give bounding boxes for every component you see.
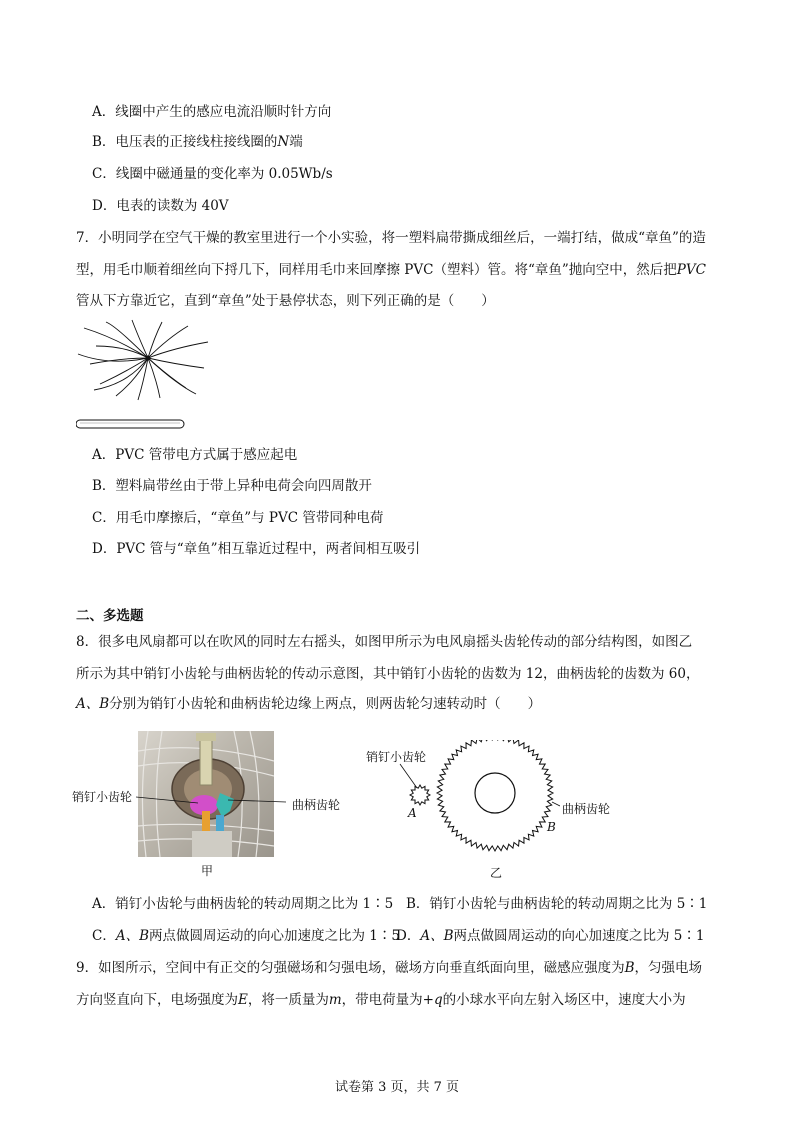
q9-line2-var-m: m bbox=[328, 992, 342, 1008]
fig-jia-label-crank-gear: 曲柄齿轮 bbox=[292, 798, 341, 812]
q8-option-c bbox=[92, 926, 400, 946]
section-heading-multi-choice: 二、多选题 bbox=[76, 608, 144, 624]
q7-stem-line2 bbox=[76, 260, 706, 280]
q9-line1-a: 9．如图所示，空间中有正交的匀强磁场和匀强电场，磁场方向垂直纸面向里，磁感应强度为 bbox=[76, 960, 625, 976]
q6-option-c: C．线圈中磁通量的变化率为 0.05Wb/s bbox=[92, 166, 333, 182]
q8-stem-line3-vars: A、B bbox=[76, 696, 110, 712]
fig-jia-caption: 甲 bbox=[201, 864, 214, 878]
q9-line2-var-e: E bbox=[238, 992, 248, 1008]
q9-line2-e: ，带电荷量为+ bbox=[341, 992, 434, 1008]
q8-option-b: B．销钉小齿轮与曲柄齿轮的转动周期之比为 5∶1 bbox=[406, 896, 708, 912]
q9-stem-line2 bbox=[76, 990, 686, 1010]
q8-stem-line3-text: 分别为销钉小齿轮和曲柄齿轮边缘上两点，则两齿轮匀速转动时（ ） bbox=[109, 696, 542, 712]
fig-yi-point-a: A bbox=[408, 806, 417, 820]
q9-line2-a: 方向竖直向下，电场强度为 bbox=[76, 992, 238, 1008]
q7-option-a: A．PVC 管带电方式属于感应起电 bbox=[92, 447, 298, 463]
q9-line1-var-b: B bbox=[624, 960, 635, 976]
fig-yi-caption: 乙 bbox=[490, 866, 503, 880]
q9-line2-var-q: q bbox=[433, 992, 443, 1008]
q7-octopus-figure bbox=[76, 318, 216, 436]
fig-yi-point-b: B bbox=[547, 820, 556, 834]
fig-jia-label-pin-gear: 销钉小齿轮 bbox=[72, 790, 133, 804]
fig-yi-label-pin-gear: 销钉小齿轮 bbox=[366, 750, 427, 764]
q7-option-b: B．塑料扁带丝由于带上异种电荷会向四周散开 bbox=[92, 478, 372, 494]
fig-jia-leader-lines bbox=[136, 730, 296, 860]
q9-line1-c: ，匀强电场 bbox=[634, 960, 703, 976]
q8-stem-line1: 8．很多电风扇都可以在吹风的同时左右摇头，如图甲所示为电风扇摇头齿轮传动的部分结构图，如图乙 bbox=[76, 634, 693, 650]
q8-option-a: A．销钉小齿轮与曲柄齿轮的转动周期之比为 1∶5 bbox=[92, 896, 394, 912]
q8-stem-line2: 所示为其中销钉小齿轮与曲柄齿轮的传动示意图，其中销钉小齿轮的齿数为 12，曲柄齿轮的齿数为 60， bbox=[76, 666, 700, 682]
q7-option-d: D．PVC 管与“章鱼”相互靠近过程中，两者间相互吸引 bbox=[92, 541, 421, 557]
q8-option-c-vars: A、B bbox=[115, 928, 150, 944]
q7-stem-line1: 7．小明同学在空气干燥的教室里进行一个小实验，将一塑料扁带撕成细丝后，一端打结，做成“章鱼”的造 bbox=[76, 230, 706, 246]
fig-yi-label-crank-gear: 曲柄齿轮 bbox=[562, 802, 611, 816]
q6-option-b-end: 端 bbox=[289, 134, 303, 150]
q6-option-d: D．电表的读数为 40V bbox=[92, 198, 229, 214]
q6-option-b-var: N bbox=[277, 134, 290, 150]
q9-line2-g: 的小球水平向左射入场区中，速度大小为 bbox=[442, 992, 686, 1008]
q8-option-d bbox=[396, 926, 704, 946]
q8-option-d-letter: D． bbox=[396, 928, 421, 944]
q7-stem-line3: 管从下方靠近它，直到“章鱼”处于悬停状态，则下列正确的是（ ） bbox=[76, 293, 495, 309]
q6-option-a: A．线圈中产生的感应电流沿顺时针方向 bbox=[92, 104, 332, 120]
q6-option-b bbox=[92, 132, 303, 152]
q8-option-d-text: 两点做圆周运动的向心加速度之比为 5∶1 bbox=[453, 928, 705, 944]
q7-stem-line2-text: 型，用毛巾顺着细丝向下捋几下，同样用毛巾来回摩擦 PVC（塑料）管。将“章鱼”抛向空中，然后把 bbox=[76, 262, 677, 278]
q6-option-b-text: B．电压表的正接线柱接线圈的 bbox=[92, 134, 278, 150]
q7-stem-line2-var: PVC bbox=[676, 262, 706, 278]
q7-option-c: C．用毛巾摩擦后，“章鱼”与 PVC 管带同种电荷 bbox=[92, 510, 384, 526]
page-footer: 试卷第 3 页，共 7 页 bbox=[334, 1080, 460, 1095]
q8-option-c-text: 两点做圆周运动的向心加速度之比为 1∶5 bbox=[149, 928, 400, 944]
q8-option-d-vars: A、B bbox=[420, 928, 454, 944]
q8-option-c-letter: C． bbox=[92, 928, 116, 944]
q9-stem-line1 bbox=[76, 958, 702, 978]
q9-line2-c: ，将一质量为 bbox=[247, 992, 329, 1008]
q8-stem-line3 bbox=[76, 694, 541, 714]
